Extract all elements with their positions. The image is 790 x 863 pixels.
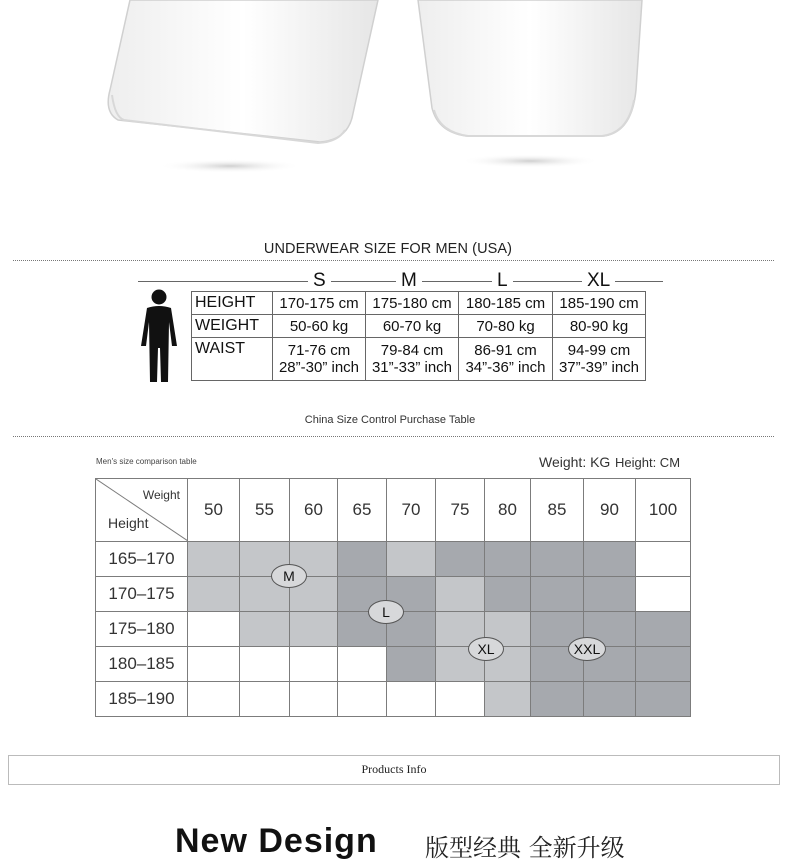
weight-col-60: 60 [290,479,338,542]
height-label: 175–180 [96,612,188,647]
size-cell [636,682,691,717]
cell-weight-l: 70-80 kg [459,315,553,338]
size-cell [636,612,691,647]
us-size-chart-title: UNDERWEAR SIZE FOR MEN (USA) [263,241,513,257]
height-label: 180–185 [96,647,188,682]
size-cell [188,647,240,682]
size-cell [188,577,240,612]
height-label: 165–170 [96,542,188,577]
cell-waist-m: 79-84 cm 31”-33” inch [366,338,459,381]
size-cell [387,647,436,682]
size-cell [485,577,531,612]
cell-weight-m: 60-70 kg [366,315,459,338]
weight-col-55: 55 [240,479,290,542]
size-cell [636,647,691,682]
legend-height-unit: Height: CM [615,455,681,470]
size-cell [436,542,485,577]
divider [13,260,774,261]
weight-col-100: 100 [636,479,691,542]
size-cell [240,682,290,717]
cell-height-m: 175-180 cm [366,292,459,315]
cell-waist-s: 71-76 cm 28”-30” inch [273,338,366,381]
cell-weight-xl: 80-90 kg [553,315,646,338]
size-cell [338,682,387,717]
china-chart-caption: China Size Control Purchase Table [304,414,476,426]
size-header-xl: XL [582,271,615,291]
size-cell [290,647,338,682]
size-cell [387,542,436,577]
size-cell [436,577,485,612]
us-size-table [191,291,646,381]
weight-header-row [96,479,691,542]
size-cell [240,612,290,647]
row-label-waist: WAIST [192,338,273,381]
size-badge-l: L [368,600,404,624]
weight-col-65: 65 [338,479,387,542]
corner-height-label: Height [108,515,149,531]
height-row-185 [96,682,691,717]
height-row-165 [96,542,691,577]
cell-height-xl: 185-190 cm [553,292,646,315]
weight-col-75: 75 [436,479,485,542]
size-cell [636,542,691,577]
person-icon [137,288,181,384]
cell-height-s: 170-175 cm [273,292,366,315]
corner-weight-label: Weight [142,488,180,502]
table-corner [96,479,188,542]
size-cell [188,682,240,717]
size-cell [290,612,338,647]
row-label-weight: WEIGHT [192,315,273,338]
weight-col-50: 50 [188,479,240,542]
size-header-s: S [308,271,331,291]
size-cell [188,542,240,577]
weight-col-90: 90 [584,479,636,542]
size-cell [436,682,485,717]
cell-waist-l: 86-91 cm 34”-36” inch [459,338,553,381]
height-label: 185–190 [96,682,188,717]
size-cell [584,542,636,577]
weight-col-85: 85 [531,479,584,542]
size-cell [240,647,290,682]
waist-row [192,338,646,381]
china-size-table [95,478,691,717]
new-design-heading: New Design [175,822,378,860]
cell-weight-s: 50-60 kg [273,315,366,338]
weight-col-80: 80 [485,479,531,542]
products-info-heading: Products Info [8,755,780,785]
size-cell [584,682,636,717]
comparison-table-title: Men's size comparison table [96,457,197,466]
size-cell [485,682,531,717]
height-row [192,292,646,315]
size-cell [531,542,584,577]
row-label-height: HEIGHT [192,292,273,315]
weight-col-70: 70 [387,479,436,542]
size-cell [387,682,436,717]
new-design-subheading: 版型经典 全新升级 [425,834,625,862]
size-cell [338,647,387,682]
size-cell [485,542,531,577]
divider [13,436,774,437]
size-badge-xl: XL [468,637,504,661]
weight-row [192,315,646,338]
size-cell [584,577,636,612]
size-header-l: L [492,271,513,291]
height-label: 170–175 [96,577,188,612]
size-cell [338,542,387,577]
size-header-m: M [396,271,422,291]
cell-height-l: 180-185 cm [459,292,553,315]
legend-weight-unit: Weight: KG [539,454,611,470]
size-cell [636,577,691,612]
size-cell [531,577,584,612]
product-photo [0,0,790,200]
size-badge-m: M [271,564,307,588]
cell-waist-xl: 94-99 cm 37”-39” inch [553,338,646,381]
size-cell [188,612,240,647]
size-badge-xxl: XXL [568,637,606,661]
size-cell [290,682,338,717]
size-cell [531,682,584,717]
